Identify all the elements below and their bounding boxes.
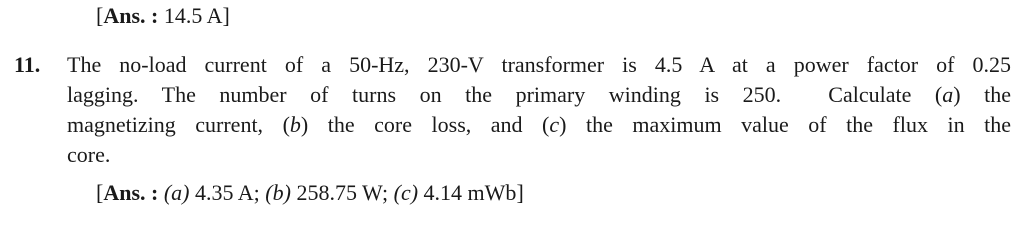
cropped-text-fragment — [330, 0, 990, 2]
problem-number: 11. — [14, 52, 41, 77]
problem-line-2: lagging. The number of turns on the primary winding is 250. Calculate (a) the — [67, 82, 1012, 107]
answer-part-b-marker: (b) — [265, 180, 291, 205]
problem-line-1: The no-load current of a 50-Hz, 230-V transformer is 4.5 A at a power factor of 0.25 — [67, 52, 1011, 77]
previous-answer-value: 14.5 A — [163, 3, 223, 28]
answer: [Ans. : (a) 4.35 A; (b) 258.75 W; (c) 4.14 mWb] — [96, 180, 524, 205]
answer-label: Ans. : — [103, 180, 159, 205]
problem-line-3: magnetizing current, (b) the core loss, and (c) the maximum value of the flux in the — [67, 112, 1011, 137]
problem-line-4: core. — [67, 142, 111, 167]
answer-part-c-value: 4.14 mWb — [423, 180, 517, 205]
problem-statement — [67, 50, 1011, 170]
answer-part-a-marker: (a) — [163, 180, 190, 205]
answer-part-b-value: 258.75 W; — [296, 180, 389, 205]
previous-answer: [Ans. : 14.5 A] — [96, 3, 230, 28]
previous-answer-label: Ans. : — [103, 3, 159, 28]
answer-part-c-marker: (c) — [393, 180, 419, 205]
answer-part-a-value: 4.35 A; — [195, 180, 260, 205]
